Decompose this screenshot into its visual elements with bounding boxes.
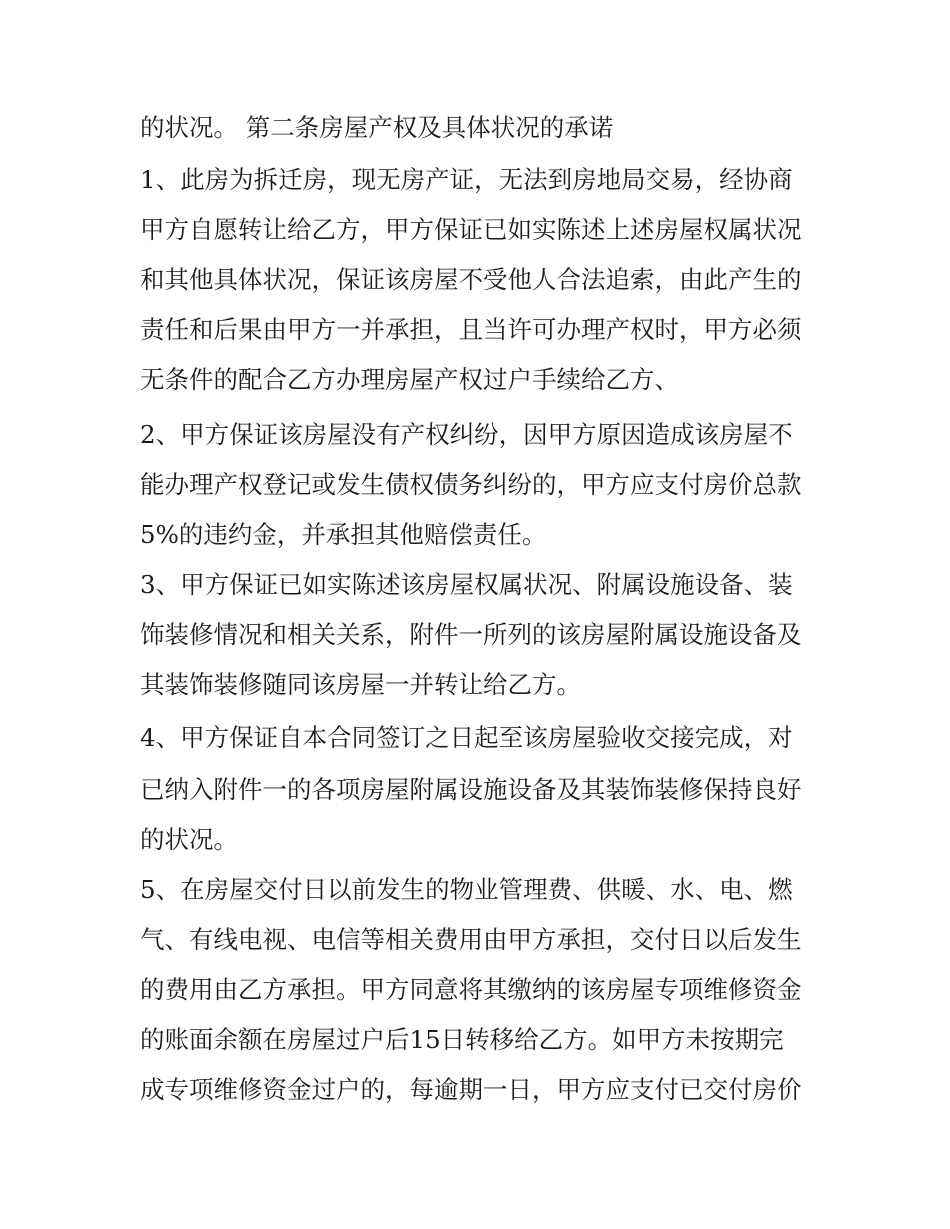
text-line: 2、甲方保证该房屋没有产权纠纷，因甲方原因造成该房屋不 — [140, 420, 793, 449]
text-line: 的账面余额在房屋过户后15日转移给乙方。如甲方未按期完 — [140, 1025, 784, 1054]
text-line: 成专项维修资金过户的，每逾期一日，甲方应支付已交付房价 — [140, 1075, 802, 1104]
text-line: 和其他具体状况，保证该房屋不受他人合法追索，由此产生的 — [140, 265, 802, 294]
text-line: 饰装修情况和相关关系，附件一所列的该房屋附属设施设备及 — [140, 620, 802, 649]
text-line: 3、甲方保证已如实陈述该房屋权属状况、附属设施设备、装 — [140, 570, 793, 599]
text-line: 1、此房为拆迁房，现无房产证，无法到房地局交易，经协商 — [140, 165, 793, 194]
text-line: 气、有线电视、电信等相关费用由甲方承担，交付日以后发生 — [140, 925, 802, 954]
text-line: 甲方自愿转让给乙方，甲方保证已如实陈述上述房屋权属状况 — [140, 215, 802, 244]
text-line: 5%的违约金，并承担其他赔偿责任。 — [140, 520, 547, 549]
text-line: 能办理产权登记或发生债权债务纠纷的，甲方应支付房价总款 — [140, 470, 802, 499]
text-line: 的状况。 第二条房屋产权及具体状况的承诺 — [140, 113, 614, 142]
text-line: 责任和后果由甲方一并承担，且当许可办理产权时，甲方必须 — [140, 315, 802, 344]
text-line: 的费用由乙方承担。甲方同意将其缴纳的该房屋专项维修资金 — [140, 975, 802, 1004]
text-line: 无条件的配合乙方办理房屋产权过户手续给乙方、 — [140, 365, 679, 394]
text-line: 5、在房屋交付日以前发生的物业管理费、供暖、水、电、燃 — [140, 875, 793, 904]
text-line: 已纳入附件一的各项房屋附属设施设备及其装饰装修保持良好 — [140, 775, 802, 804]
text-line: 其装饰装修随同该房屋一并转让给乙方。 — [140, 670, 581, 699]
text-line: 的状况。 — [140, 825, 238, 854]
text-line: 4、甲方保证自本合同签订之日起至该房屋验收交接完成，对 — [140, 723, 793, 752]
